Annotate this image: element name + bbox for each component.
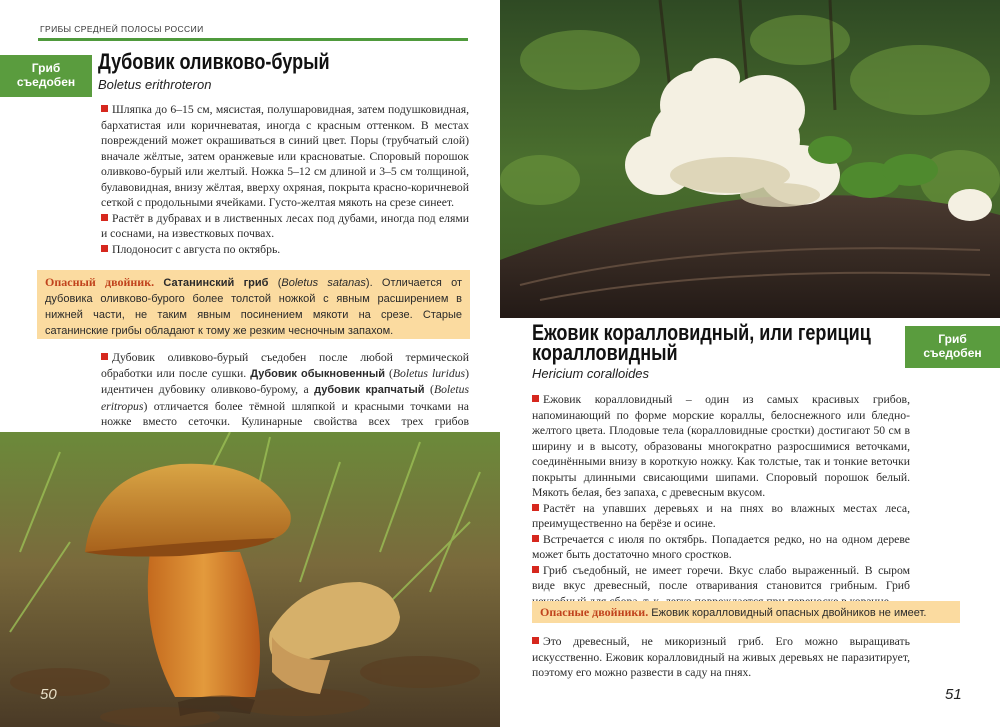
bullet-marker (532, 566, 539, 573)
boletus-photo (0, 432, 500, 727)
bullet-marker (101, 105, 108, 112)
lookalike-warning (532, 601, 960, 623)
badge-line-2: съедобен (923, 346, 982, 360)
bullet-marker (101, 214, 108, 221)
bullet-marker (101, 245, 108, 252)
notes-block (532, 634, 910, 681)
bullet-marker (532, 637, 539, 644)
warning-text: Ежовик коралловидный опасных двойников не имеет. (651, 607, 927, 619)
description-paragraph: Растёт в дубравах и в лиственных лесах под дубами, иногда под елями и соснами, на известковых почвах. (101, 211, 469, 240)
related-species-name: дубовик крапчатый (314, 384, 425, 396)
badge-line-1: Гриб (31, 61, 61, 75)
warning-label: Опасный двойник. (45, 275, 155, 289)
description-paragraph: Ежовик коралловидный – один из самых красивых грибов, напоминающий по форме морские кораллы, белоснежного или бледно-желтого цвета. Плодовые тела (коралловидные сростки) достигают 50 см в ширину и в высоту, образованы многократно разросшимися веточками, соединёнными внизу в короткую ножку. Как толстые, так и тонкие веточки покрыты длинными свисающими шипами. Споровый порошок белый. Мякоть белая, без запаха, с древесным вкусом. (532, 393, 910, 499)
hericium-photo (500, 0, 1000, 318)
warning-text: Отличается от дубовика оливково-бурого более толстой ножкой с явным расширением в нижней части, не таким явным посинением мякоти на срезе. Старые сатанинские грибы обладают к тому же резким чесночным запахом. (45, 277, 462, 337)
description-block (101, 102, 469, 257)
description-paragraph: Растёт на упавших деревьях и на пнях во влажных местах леса, преимущественно на берёзе и осине. (532, 501, 910, 530)
edible-badge (0, 55, 92, 97)
notes-block (101, 350, 469, 445)
bullet-marker (532, 395, 539, 402)
description-block (532, 392, 910, 609)
right-page (500, 0, 1000, 727)
notes-paragraph: Дубовик оливково-бурый съедобен после любой термической обработки или после сушки. Дубовик обыкновенный (Boletus luridus) идентичен дубовику оливково-бурому, а дубовик крапчатый (Boletus eritropus) отличается более тёмной шляпкой и красными точками на ножке вместо сеточки. Кулинарные свойства всех трех грибов (101, 351, 469, 428)
running-header: ГРИБЫ СРЕДНЕЙ ПОЛОСЫ РОССИИ (40, 24, 204, 34)
description-paragraph: Встречается с июля по октябрь. Попадается редко, но на одном дереве может быть достаточно много сростков. (532, 532, 910, 561)
related-species-latin: Boletus luridus (392, 366, 466, 380)
species-title: Дубовик оливково-бурый (98, 49, 330, 74)
warning-label: Опасные двойники. (540, 605, 649, 619)
related-species-name: Дубовик обыкновенный (250, 367, 385, 380)
lookalike-latin: Boletus satanas (281, 277, 366, 289)
page-number: 50 (40, 686, 57, 703)
hericium-illustration (500, 0, 1000, 318)
notes-paragraph: Это древесный, не микоризный гриб. Его можно выращивать искусственно. Ежовик коралловидный на живых деревьях не паразитирует, поэтому его можно развести в саду на пнях. (532, 635, 910, 679)
description-paragraph: Шляпка до 6–15 см, мясистая, полушаровидная, затем подушковидная, бархатистая или коричневатая, иногда с красным оттенком. В местах повреждений может окрашиваться в синий цвет. Поры (трубчатый слой) вначале жёлтые, затем оранжевые или красноватые. Споровый порошок оливково-бурый или желтый. Ножка 5–12 см длиной и 3–5 см толщиной, булавовидная, внизу жёлтая, вверху охряная, покрыта красно-коричневой сеткой с продольными ячейками. Густо-желтая мякоть на срезе синеет. (101, 103, 469, 209)
bullet-marker (101, 353, 108, 360)
species-title: Ежовик коралловидный, или герициц коралловидный (532, 320, 871, 365)
description-paragraph: Гриб съедобный, не имеет горечи. Вкус слабо выраженный. В сыром виде вкус древесный, после отваривания становится грибным. Гриб (532, 563, 910, 592)
badge-line-2: съедобен (16, 75, 76, 89)
boletus-illustration (0, 432, 500, 727)
bullet-marker (532, 535, 539, 542)
page-number: 51 (945, 686, 962, 703)
lookalike-warning: Опасный двойник. Сатанинский гриб (Boletus satanas). Отличается от дубовика оливково-бурого более толстой ножкой с явным расширением в нижней части, не таким явным посинением мякоти на срезе. Старые сатанинские грибы обладают к тому же резким чесночным запахом. (37, 270, 470, 339)
lookalike-name: Сатанинский гриб (163, 277, 269, 289)
bullet-marker (532, 504, 539, 511)
edible-badge (905, 326, 1000, 368)
description-paragraph: Плодоносит с августа по октябрь. (101, 242, 469, 258)
latin-name: Hericium coralloides (532, 366, 650, 381)
header-rule (38, 38, 468, 41)
badge-line-1: Гриб (938, 332, 967, 346)
related-species-latin: Boletus eritropus (101, 383, 469, 413)
latin-name: Boletus erithroteron (98, 77, 212, 92)
